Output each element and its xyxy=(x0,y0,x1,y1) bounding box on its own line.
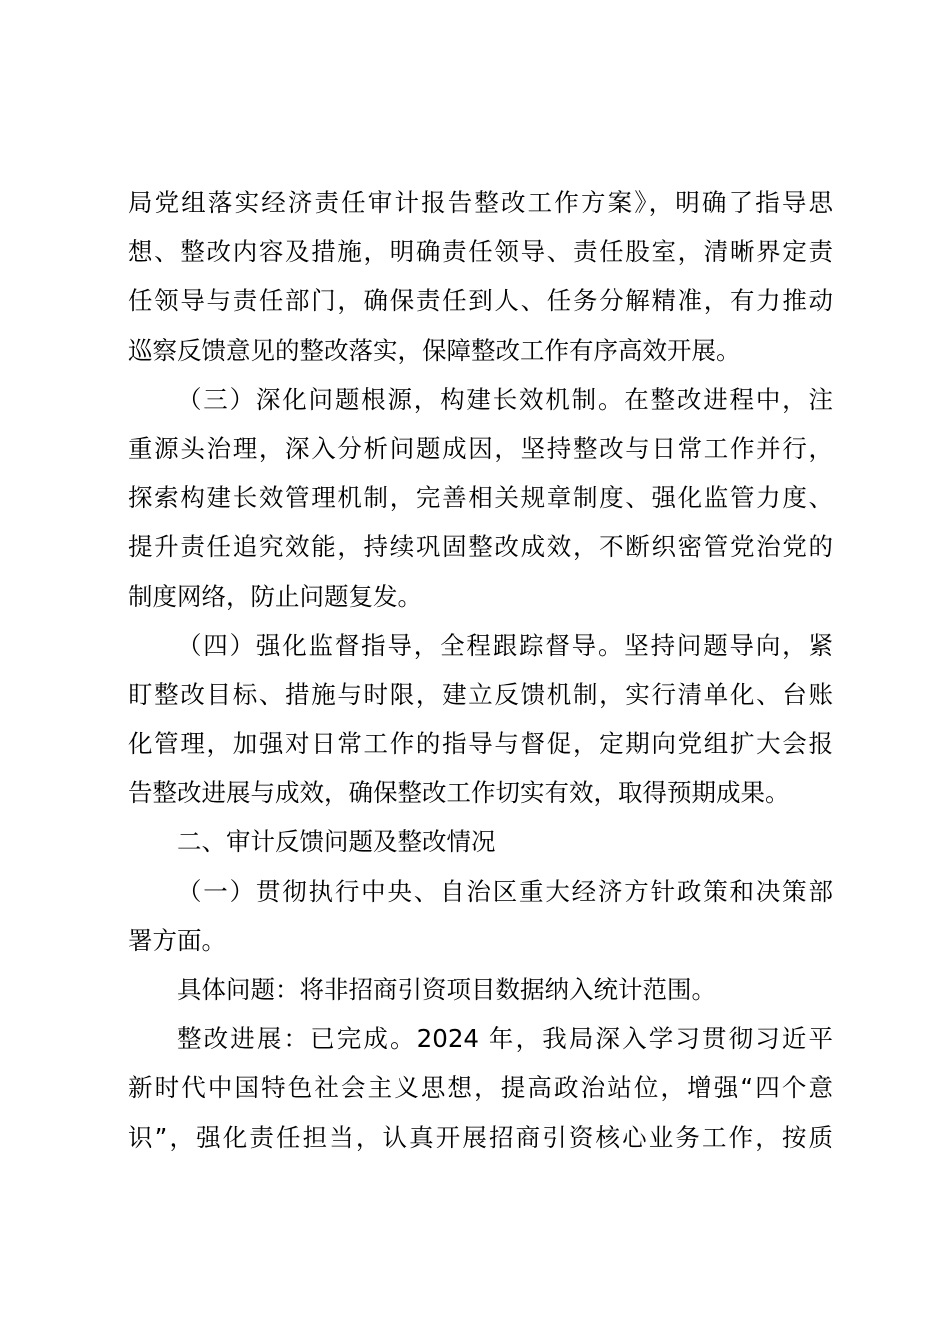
paragraph-line: 盯整改目标、措施与时限，建立反馈机制，实行清单化、台账 xyxy=(128,679,833,709)
section-heading-line: （四）强化监督指导，全程跟踪督导。坚持问题导向，紧 xyxy=(177,630,833,660)
paragraph-line: 重源头治理，深入分析问题成因，坚持整改与日常工作并行， xyxy=(128,433,833,463)
paragraph-line: 告整改进展与成效，确保整改工作切实有效，取得预期成果。 xyxy=(128,778,790,808)
document-body xyxy=(128,178,833,1162)
paragraph-line: 探索构建长效管理机制，完善相关规章制度、强化监管力度、 xyxy=(128,483,833,513)
specific-issue-line: 具体问题：将非招商引资项目数据纳入统计范围。 xyxy=(177,975,716,1004)
paragraph-line: 提升责任追究效能，持续巩固整改成效，不断织密管党治党的 xyxy=(128,532,833,562)
chapter-heading: 二、审计反馈问题及整改情况 xyxy=(177,827,496,857)
section-heading-line: （三）深化问题根源，构建长效机制。在整改进程中，注 xyxy=(177,384,833,414)
paragraph-line: 制度网络，防止问题复发。 xyxy=(128,581,422,611)
paragraph-line: 识”，强化责任担当，认真开展招商引资核心业务工作，按质 xyxy=(128,1122,833,1152)
paragraph-line: 任领导与责任部门，确保责任到人、任务分解精准，有力推动 xyxy=(128,286,833,316)
paragraph-line: 想、整改内容及措施，明确责任领导、责任股室，清晰界定责 xyxy=(128,237,833,267)
paragraph-line: 化管理，加强对日常工作的指导与督促，定期向党组扩大会报 xyxy=(128,729,833,759)
paragraph-line: 署方面。 xyxy=(128,925,226,955)
progress-line: 整改进展：已完成。2024 年，我局深入学习贯彻习近平 xyxy=(177,1024,833,1054)
paragraph-line: 局党组落实经济责任审计报告整改工作方案》，明确了指导思 xyxy=(128,188,833,217)
paragraph-line: 新时代中国特色社会主义思想，提高政治站位，增强“四个意 xyxy=(128,1073,833,1103)
section-heading-line: （一）贯彻执行中央、自治区重大经济方针政策和决策部 xyxy=(177,876,833,906)
paragraph-line: 巡察反馈意见的整改落实，保障整改工作有序高效开展。 xyxy=(128,335,741,365)
